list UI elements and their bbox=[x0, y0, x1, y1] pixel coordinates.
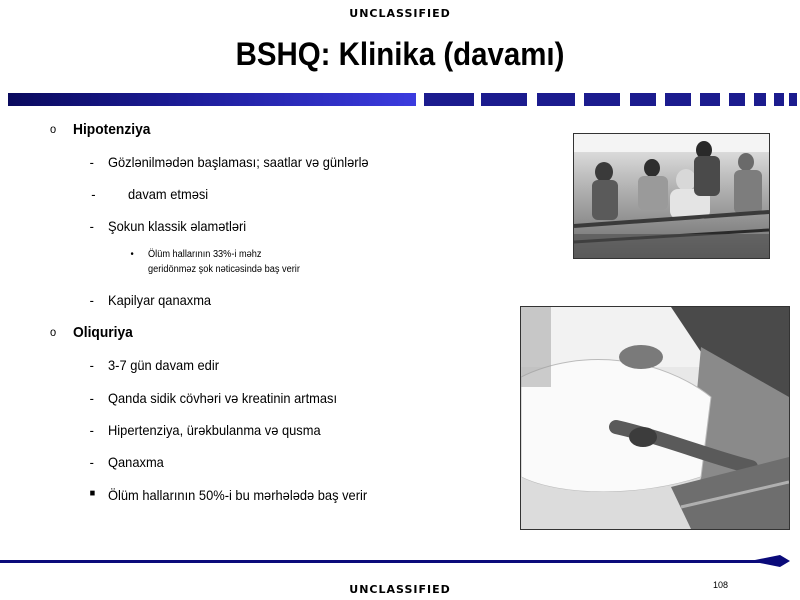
title-bar-block bbox=[537, 93, 575, 106]
classification-top: UNCLASSIFIED bbox=[349, 7, 451, 20]
slide-title: BSHQ: Klinika (davamı) bbox=[235, 36, 565, 72]
list-item-text: Gözlənilmədən başlaması; saatlar və günlərlə bbox=[108, 154, 369, 170]
patients-on-stretchers-photo bbox=[573, 133, 770, 259]
title-bar-block bbox=[754, 93, 766, 106]
list-item-text: Şokun klassik əlamətləri bbox=[108, 218, 247, 234]
bullet-dot: • bbox=[130, 249, 134, 260]
list-item bbox=[89, 422, 321, 438]
list-item-text: Qanda sidik cövhəri və kreatinin artması bbox=[108, 390, 338, 406]
section-heading-hipotenziya bbox=[50, 121, 151, 138]
bullet-dash: - bbox=[89, 422, 94, 438]
list-item-text: Qanaxma bbox=[108, 454, 164, 470]
title-bar-block bbox=[481, 93, 527, 106]
list-item-text: Hipertenziya, ürəkbulanma və qusma bbox=[108, 422, 321, 438]
list-item bbox=[89, 357, 219, 373]
title-bar-block bbox=[700, 93, 720, 106]
page-number: 108 bbox=[713, 580, 729, 590]
bullet-circle: o bbox=[50, 325, 57, 339]
arrow-right-icon bbox=[750, 553, 790, 574]
list-item-text: 3-7 gün davam edir bbox=[108, 357, 219, 373]
sub-list-item bbox=[130, 247, 300, 277]
bullet-square: ■ bbox=[89, 488, 96, 499]
list-item bbox=[89, 218, 247, 234]
section-heading-label: Hipotenziya bbox=[73, 121, 151, 138]
list-item bbox=[89, 292, 212, 308]
bullet-dash: - bbox=[89, 454, 94, 470]
list-item-text: Ölüm hallarının 50%-i bu mərhələdə baş verir bbox=[108, 487, 368, 503]
bullet-circle: o bbox=[50, 122, 57, 136]
footer-line bbox=[0, 560, 760, 563]
bullet-dash: - bbox=[89, 154, 94, 170]
list-item bbox=[89, 487, 368, 503]
list-item-text: Kapilyar qanaxma bbox=[108, 292, 212, 308]
title-bar-block bbox=[774, 93, 784, 106]
bullet-dash: - bbox=[89, 292, 94, 308]
title-bar-gradient bbox=[8, 93, 416, 106]
sub-list-item-line: geridönməz şok nəticəsində baş verir bbox=[148, 264, 300, 275]
list-item bbox=[91, 186, 209, 202]
photo-drawing bbox=[574, 134, 769, 258]
list-item bbox=[89, 454, 164, 470]
bullet-dash: - bbox=[89, 390, 94, 406]
list-item bbox=[89, 390, 338, 406]
title-bar-block bbox=[665, 93, 691, 106]
patient-in-bed-photo bbox=[520, 306, 790, 530]
list-item-text: davam etməsi bbox=[128, 186, 209, 202]
bullet-dash: - bbox=[89, 357, 94, 373]
bullet-dash: - bbox=[91, 186, 96, 202]
title-bar-block bbox=[630, 93, 656, 106]
bullet-dash: - bbox=[89, 218, 94, 234]
title-bar-block bbox=[424, 93, 474, 106]
title-bar-block bbox=[584, 93, 620, 106]
sub-list-item-line: Ölüm hallarının 33%-i məhz bbox=[148, 249, 262, 260]
photo-drawing bbox=[521, 307, 789, 529]
title-bar-block bbox=[789, 93, 797, 106]
section-heading-oliquriya bbox=[50, 324, 133, 341]
list-item bbox=[89, 154, 369, 170]
classification-bottom: UNCLASSIFIED bbox=[349, 583, 451, 596]
title-bar-block bbox=[729, 93, 745, 106]
section-heading-label: Oliquriya bbox=[73, 324, 133, 341]
